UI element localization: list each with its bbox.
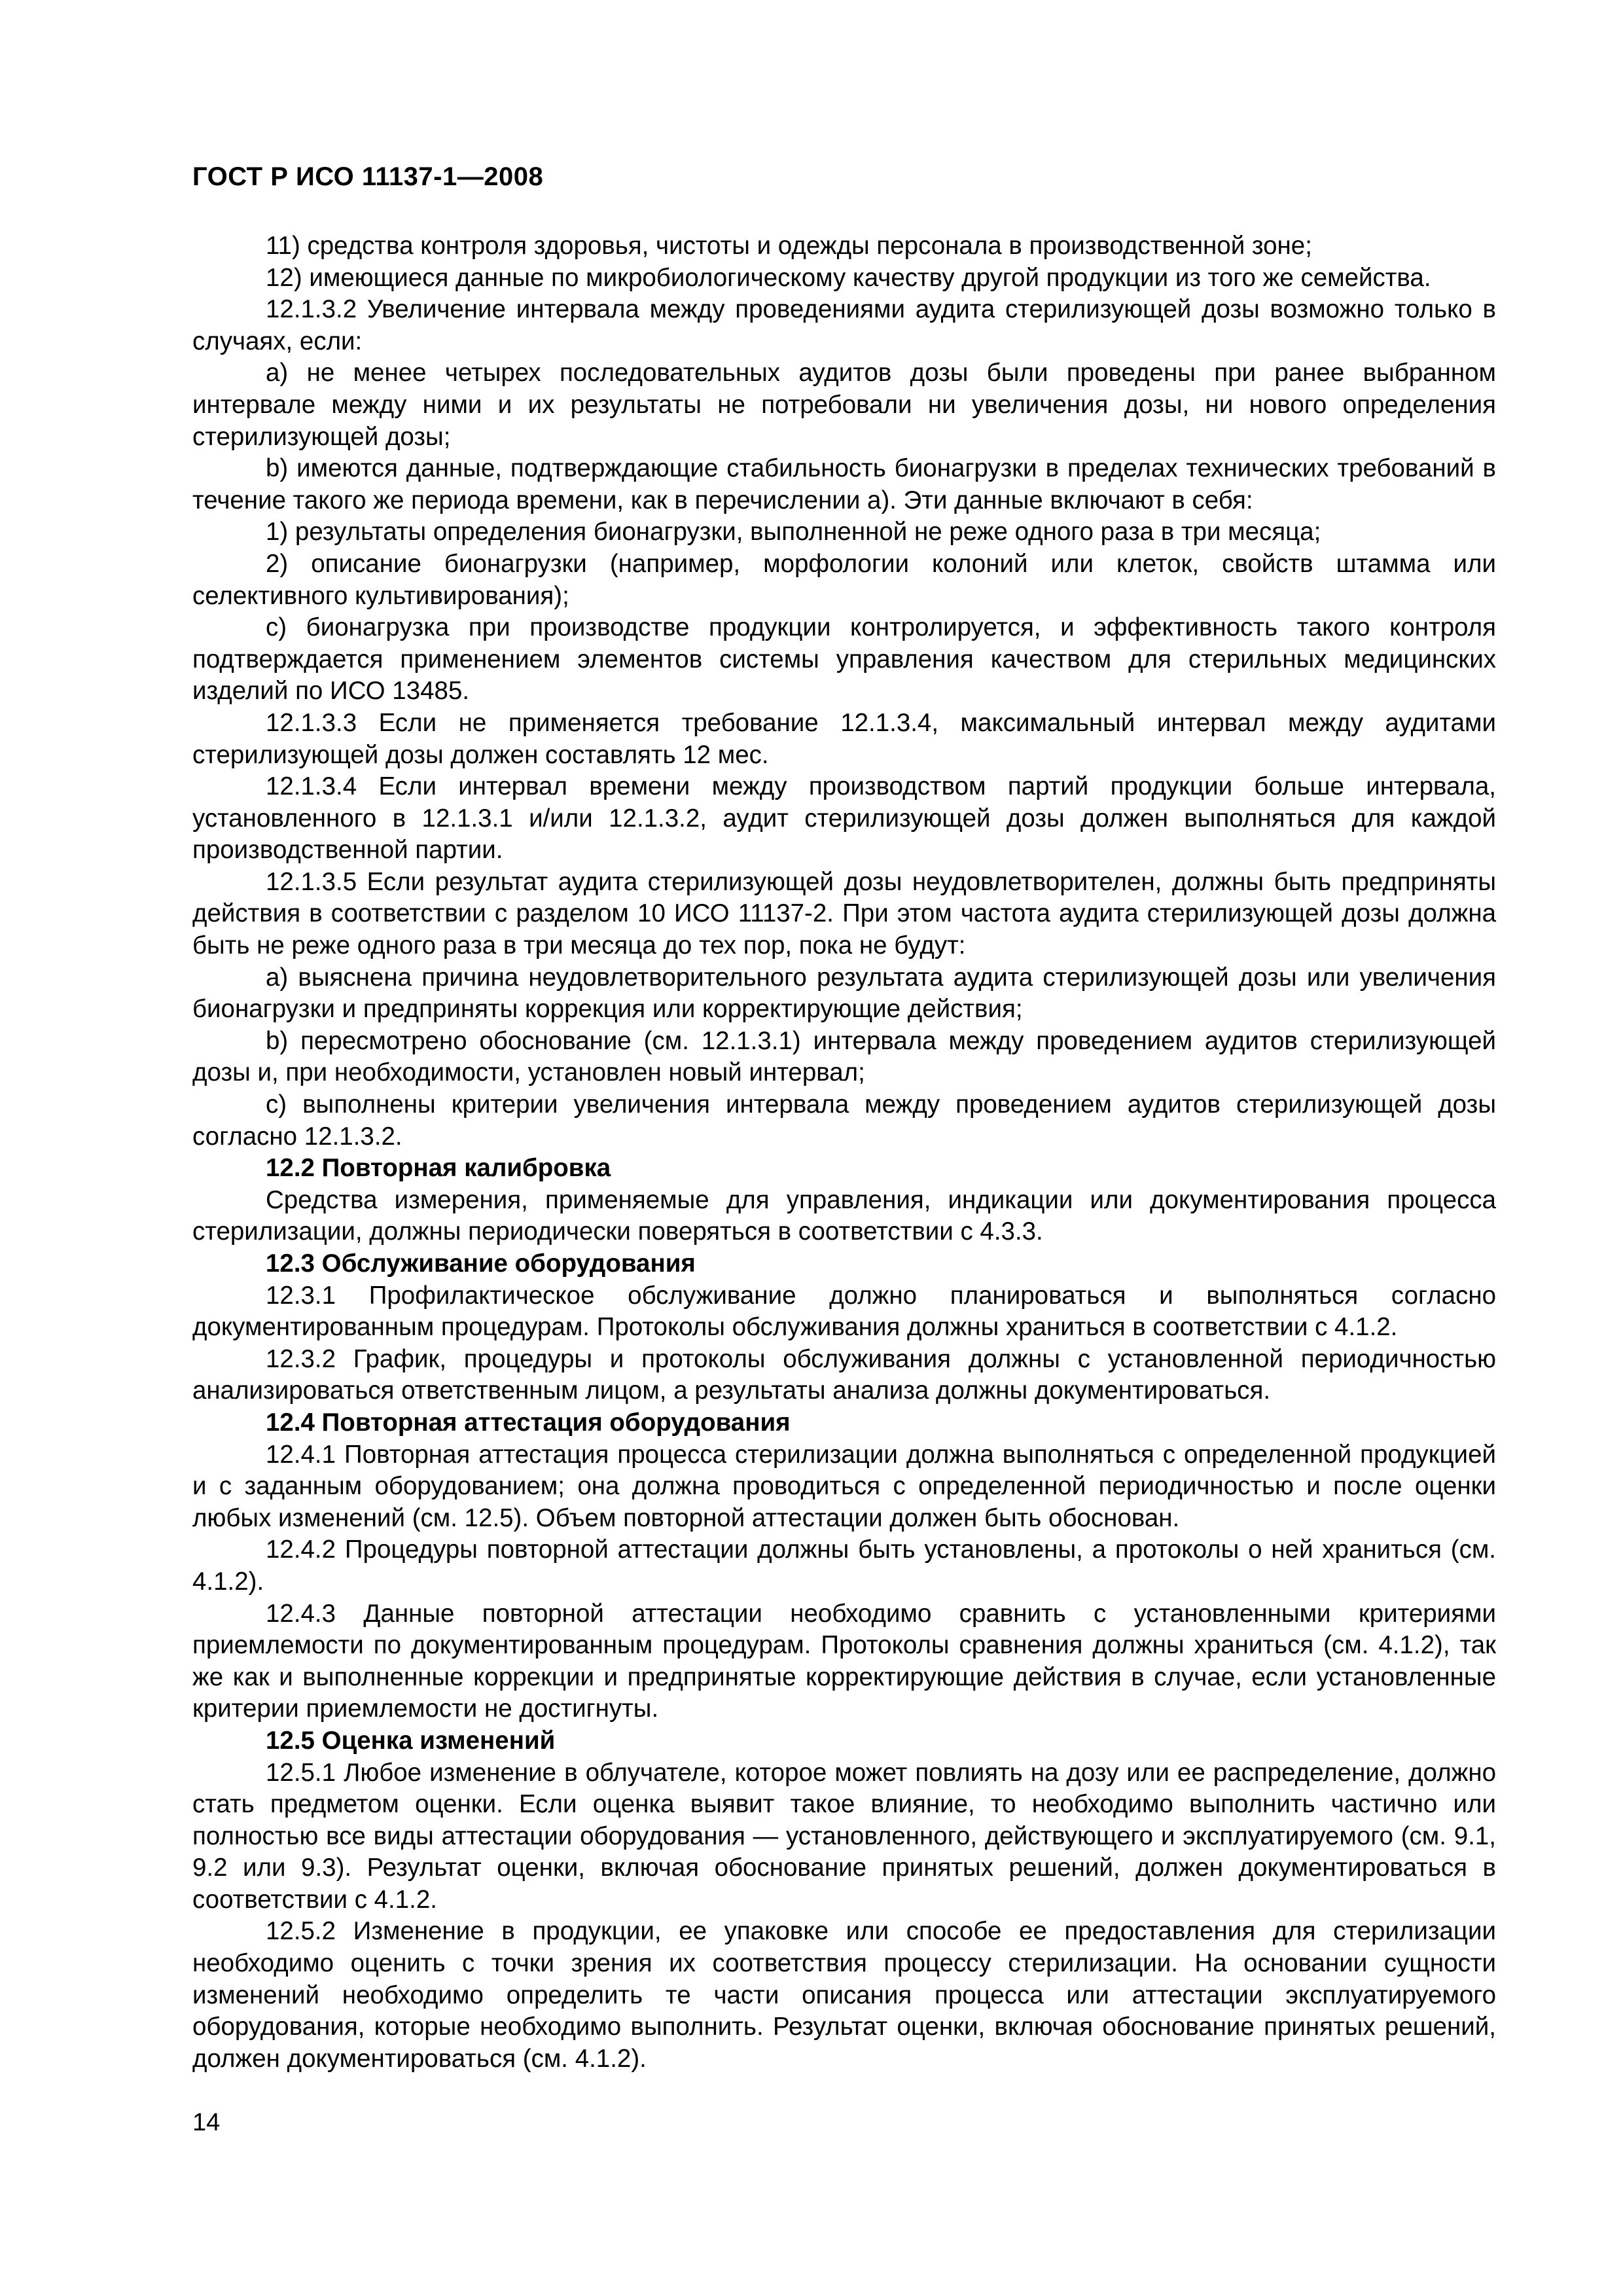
paragraph: Средства измерения, применяемые для управления, индикации или документирования процесса стерилизации, должны периодически поверяться в соответствии с 4.3.3. (192, 1185, 1496, 1246)
list-item: a) выяснена причина неудовлетворительного результата аудита стерилизующей дозы или увеличения бионагрузки и предприняты коррекция или корректирующие действия; (192, 963, 1496, 1024)
clause-12-1-3-5: 12.1.3.5 Если результат аудита стерилизующей дозы неудовлетворителен, должны быть предприняты действия в соответствии с разделом 10 ИСО 11137-2. При этом частота аудита стерилизующей дозы должна быть не реже одного раза в три месяца до тех пор, пока не будут: (192, 867, 1496, 960)
list-item: c) бионагрузка при производстве продукции контролируется, и эффективность такого контроля подтверждается применением элементов системы управления качеством для стерильных медицинских изделий по ИСО 13485. (192, 613, 1496, 706)
document-body (192, 230, 1496, 2075)
list-item: 1) результаты определения бионагрузки, выполненной не реже одного раза в три месяца; (266, 518, 1321, 547)
list-item: b) пересмотрено обоснование (см. 12.1.3.1) интервала между проведением аудитов стерилизующей дозы и, при необходимости, установлен новый интервал; (192, 1026, 1496, 1087)
clause-12-3-1: 12.3.1 Профилактическое обслуживание должно планироваться и выполняться согласно документированным процедурам. Протоколы обслуживания должны храниться в соответствии с 4.1.2. (192, 1281, 1496, 1342)
clause-12-3-2: 12.3.2 График, процедуры и протоколы обслуживания должны с установленной периодичностью анализироваться ответственным лицом, а результаты анализа должны документироваться. (192, 1344, 1496, 1405)
clause-12-1-3-3: 12.1.3.3 Если не применяется требование 12.1.3.4, максимальный интервал между аудитами стерилизующей дозы должен составлять 12 мес. (192, 708, 1496, 769)
standard-header: ГОСТ Р ИСО 11137-1—2008 (192, 162, 544, 191)
section-heading-12-3: 12.3 Обслуживание оборудования (266, 1249, 696, 1278)
list-item: 2) описание бионагрузки (например, морфологии колоний или клеток, свойств штамма или селективного культивирования); (192, 549, 1496, 610)
section-heading-12-5: 12.5 Оценка изменений (266, 1726, 556, 1755)
section-heading-12-2: 12.2 Повторная калибровка (266, 1154, 611, 1183)
clause-12-1-3-2: 12.1.3.2 Увеличение интервала между проведениями аудита стерилизующей дозы возможно только в случаях, если: (192, 295, 1496, 355)
clause-12-4-1: 12.4.1 Повторная аттестация процесса стерилизации должна выполняться с определенной продукцией и с заданным оборудованием; она должна проводиться с определенной периодичностью и после оценки любых изменений (см. 12.5). Объем повторной аттестации должен быть обоснован. (192, 1440, 1496, 1532)
list-item: b) имеются данные, подтверждающие стабильность бионагрузки в пределах технических требований в течение такого же периода времени, как в перечислении а). Эти данные включают в себя: (192, 454, 1496, 514)
list-item: 12) имеющиеся данные по микробиологическому качеству другой продукции из того же семейства. (266, 263, 1431, 292)
list-item: c) выполнены критерии увеличения интервала между проведением аудитов стерилизующей дозы согласно 12.1.3.2. (192, 1090, 1496, 1151)
list-item: 11) средства контроля здоровья, чистоты и одежды персонала в производственной зоне; (266, 232, 1312, 260)
clause-12-4-3: 12.4.3 Данные повторной аттестации необходимо сравнить с установленными критериями приемлемости по документированным процедурам. Протоколы сравнения должны храниться (см. 4.1.2), так же как и выполненные коррекции и предпринятые корректирующие действия в случае, если установленные критерии приемлемости не достигнуты. (192, 1599, 1496, 1723)
list-item: a) не менее четырех последовательных аудитов дозы были проведены при ранее выбранном интервале между ними и их результаты не потребовали ни увеличения дозы, ни нового определения стерилизующей дозы; (192, 359, 1496, 451)
clause-12-4-2: 12.4.2 Процедуры повторной аттестации должны быть установлены, а протоколы о ней храниться (см. 4.1.2). (192, 1535, 1496, 1596)
section-heading-12-4: 12.4 Повторная аттестация оборудования (266, 1408, 791, 1437)
clause-12-5-1: 12.5.1 Любое изменение в облучателе, которое может повлиять на дозу или ее распределение, должно стать предметом оценки. Если оценка выявит такое влияние, то необходимо выполнить частично или полностью все виды аттестации оборудования — установленного, действующего и эксплуатируемого (см. 9.1, 9.2 или 9.3). Результат оценки, включая обоснование принятых решений, должен документироваться в соответствии с 4.1.2. (192, 1758, 1496, 1914)
clause-12-5-2: 12.5.2 Изменение в продукции, ее упаковке или способе ее предоставления для стерилизации необходимо оценить с точки зрения их соответствия процессу стерилизации. На основании сущности изменений необходимо определить те части описания процесса или аттестации эксплуатируемого оборудования, которые необходимо выполнить. Результат оценки, включая обоснование принятых решений, должен документироваться (см. 4.1.2). (192, 1917, 1496, 2073)
clause-12-1-3-4: 12.1.3.4 Если интервал времени между производством партий продукции больше интервала, установленного в 12.1.3.1 и/или 12.1.3.2, аудит стерилизующей дозы должен выполняться для каждой производственной партии. (192, 772, 1496, 865)
page-number: 14 (192, 2109, 221, 2136)
